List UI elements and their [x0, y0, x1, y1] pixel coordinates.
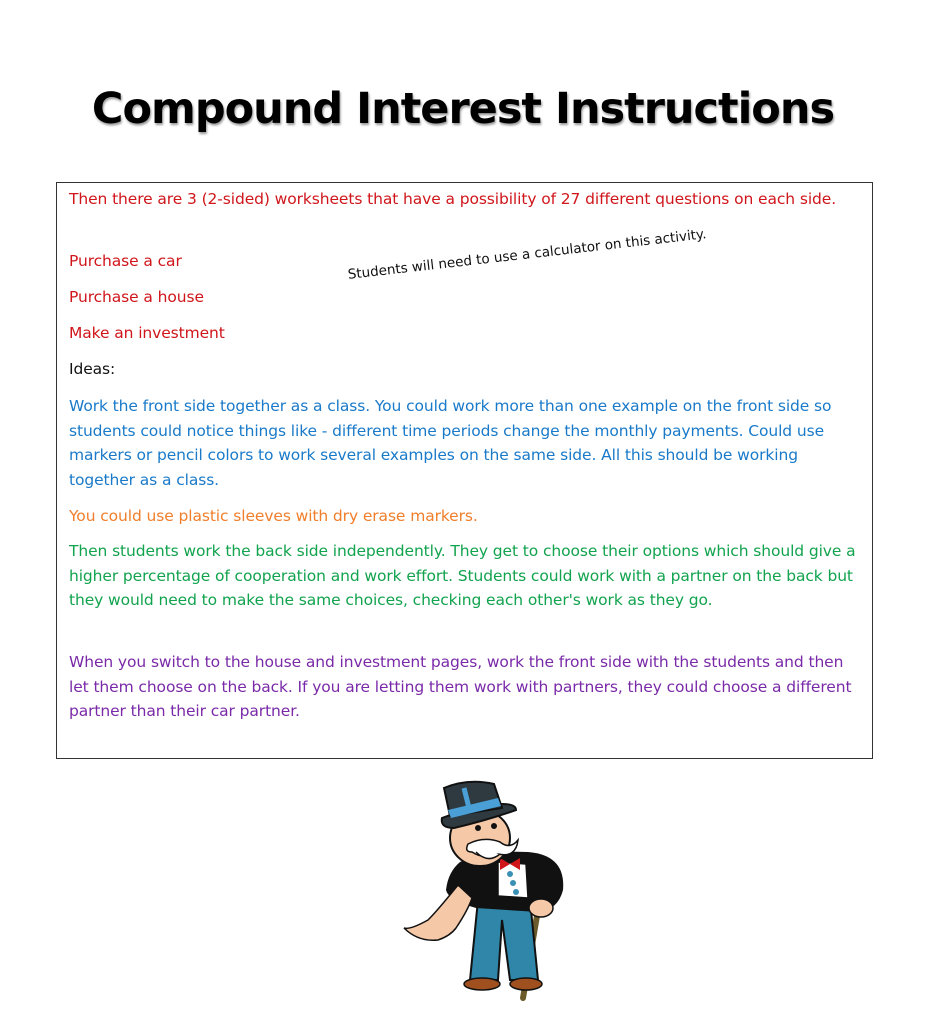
idea-house-investment: When you switch to the house and investment pages, work the front side with the students and then let them choose on the back. If you are letting them work with partners, they could choose a different partner than their car partner.: [69, 653, 852, 721]
worksheet-investment: Make an investment: [69, 324, 225, 342]
instructions-box: [56, 182, 873, 759]
page-title: Compound Interest Instructions: [91, 84, 835, 134]
idea-front-side: Work the front side together as a class. You could work more than one example on the front side so students could notice things like - different time periods change the monthly payments. Could use markers or pencil colors to work several examples on the same side. All this should be working together as a class.: [69, 397, 832, 489]
top-hat-mascot-illustration: [398, 780, 598, 1005]
intro-text: Then there are 3 (2-sided) worksheets that have a possibility of 27 different questions on each side.: [69, 190, 837, 208]
worksheet-house: Purchase a house: [69, 288, 204, 306]
idea-back-side: Then students work the back side independently. They get to choose their options which should give a higher percentage of cooperation and work effort. Students could work with a partner on the back but they would need to make the same choices, checking each other's work as they go.: [69, 542, 856, 610]
ideas-heading: Ideas:: [69, 360, 116, 378]
idea-plastic-sleeves: You could use plastic sleeves with dry erase markers.: [69, 507, 478, 525]
worksheet-car: Purchase a car: [69, 252, 182, 270]
calculator-note: Students will need to use a calculator on this activity.: [347, 226, 708, 283]
